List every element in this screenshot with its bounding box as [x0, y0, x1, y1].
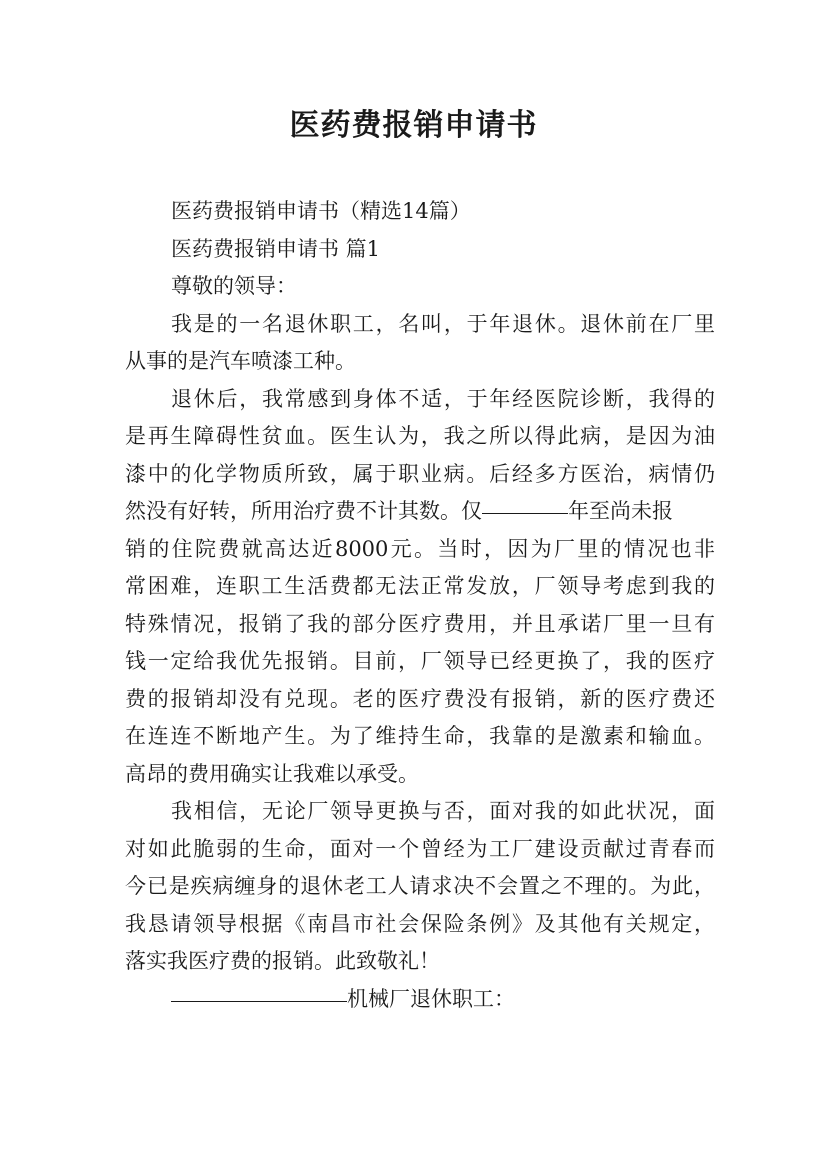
paragraph-2-line-5: 销的住院费就高达近8000元。当时，因为厂里的情况也非: [125, 536, 715, 561]
signature-line: [125, 981, 715, 1019]
paragraph-2-line-11: 高昂的费用确实让我难以承受。: [125, 761, 419, 786]
year-blank: [482, 512, 568, 514]
paragraph-2-line-2: 是再生障碍性贫血。医生认为，我之所以得此病，是因为油: [125, 424, 715, 448]
paragraph-2-line-4: [125, 493, 715, 531]
paragraph-3-line-1: 我相信，无论厂领导更换与否，面对我的如此状况，面: [171, 799, 715, 823]
subtitle-line: 医药费报销申请书（精选14篇）: [171, 199, 471, 223]
paragraph-2-line-8: 钱一定给我优先报销。目前，厂领导已经更换了，我的医疗: [125, 649, 715, 673]
paragraph-2-line-10: 在连连不断地产生。为了维持生命，我靠的是激素和输血。: [125, 724, 715, 748]
salutation: 尊敬的领导：: [171, 274, 297, 298]
paragraph-2-line-6: 常困难，连职工生活费都无法正常发放，厂领导考虑到我的: [125, 574, 715, 598]
paragraph-2-line-7: 特殊情况，报销了我的部分医疗费用，并且承诺厂里一旦有: [125, 611, 715, 636]
signature-text: 机械厂退休职工：: [347, 986, 515, 1011]
paragraph-1-line-2: 从事的是汽车喷漆工种。: [125, 349, 356, 373]
paragraph-3-line-3: 今已是疾病缠身的退休老工人请求决不会置之不理的。为此，: [125, 874, 715, 898]
paragraph-2-line-4-part-2: 年至尚未报: [568, 499, 673, 523]
document-title: 医药费报销申请书: [289, 108, 538, 143]
paragraph-1-line-1: 我是的一名退休职工，名叫，于年退休。退休前在厂里: [171, 311, 715, 336]
paragraph-3-line-2: 对如此脆弱的生命，面对一个曾经为工厂建设贡献过青春而: [125, 836, 715, 861]
paragraph-3-line-4: 我恳请领导根据《南昌市社会保险条例》及其他有关规定，: [125, 911, 715, 936]
section-heading: 医药费报销申请书 篇1: [171, 236, 381, 261]
name-blank: [171, 1000, 347, 1002]
paragraph-2-line-9: 费的报销却没有兑现。老的医疗费没有报销，新的医疗费还: [125, 686, 715, 711]
document-body: [125, 193, 715, 1018]
paragraph-2-line-1: 退休后，我常感到身体不适，于年经医院诊断，我得的: [171, 386, 715, 411]
paragraph-2-line-3: 漆中的化学物质所致，属于职业病。后经多方医治，病情仍: [125, 461, 715, 486]
paragraph-3-line-5: 落实我医疗费的报销。此致敬礼！: [125, 949, 440, 973]
paragraph-2-line-4-part-1: 然没有好转，所用治疗费不计其数。仅: [125, 499, 482, 523]
